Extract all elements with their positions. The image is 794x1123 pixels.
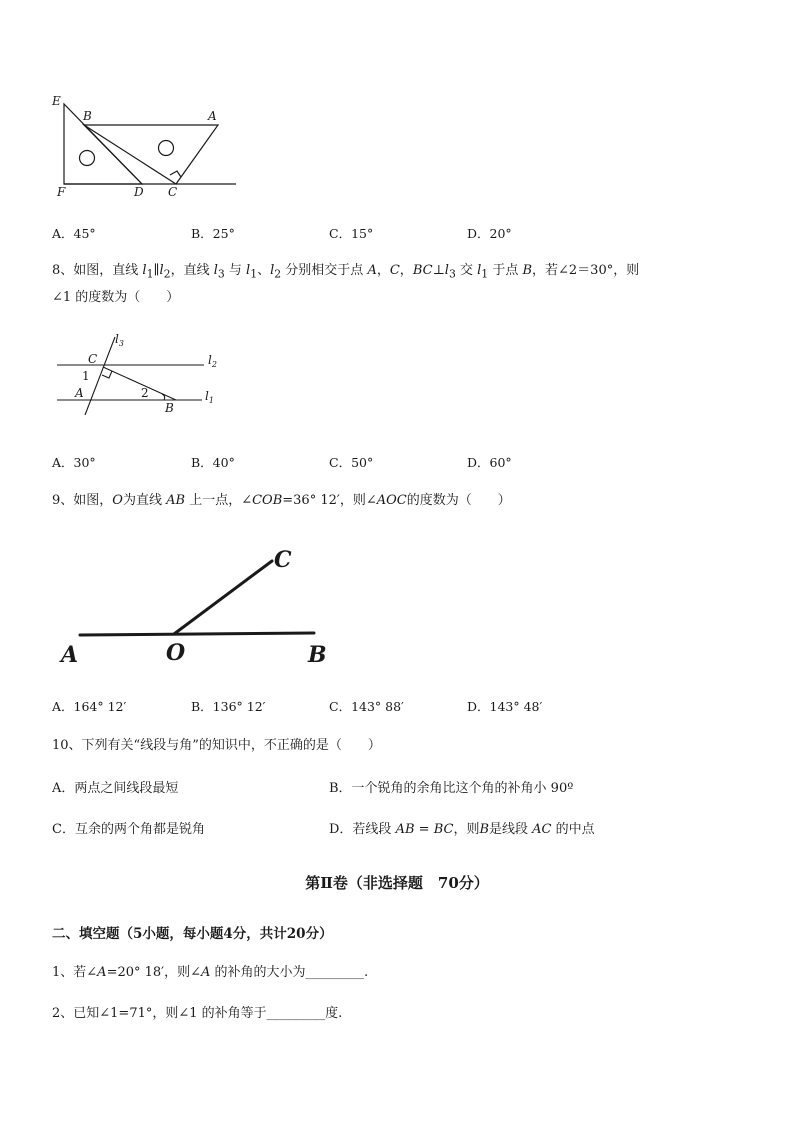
fill-question-2: 2、已知∠1=71°，则∠1 的补角等于_________度. xyxy=(52,1006,343,1021)
q8-option-a: A．30° xyxy=(52,455,96,470)
q9-option-a: A．164° 12′ xyxy=(52,699,127,714)
q9-option-d: D．143° 48′ xyxy=(467,699,543,714)
line-ab xyxy=(80,633,314,635)
q8-stem-line2: ∠1 的度数为（ ） xyxy=(52,290,180,305)
label-a: A xyxy=(61,642,79,668)
figure-q9 xyxy=(56,535,346,675)
q10-stem: 10、下列有关“线段与角”的知识中，不正确的是（ ） xyxy=(52,738,381,753)
q10-option-d: D．若线段 AB = BC，则B是线段 AC 的中点 xyxy=(329,822,595,837)
label-o: O xyxy=(166,640,186,666)
segment-cb xyxy=(103,367,176,400)
ray-oc xyxy=(174,561,272,634)
q7-option-d: D．20° xyxy=(467,226,512,241)
q9-option-c: C．143° 88′ xyxy=(329,699,404,714)
q9-stem: 9、如图，O为直线 AB 上一点，∠COB=36° 12′，则∠AOC的度数为（ ） xyxy=(52,493,511,508)
figure-q8 xyxy=(52,330,232,418)
q10-option-b: B．一个锐角的余角比这个角的补角小 90º xyxy=(329,781,574,796)
fill-question-1: 1、若∠A=20° 18′，则∠A 的补角的大小为_________. xyxy=(52,965,369,980)
q8-option-c: C．50° xyxy=(329,455,374,470)
q8-stem-line1: 8、如图，直线 $l_1\parallel l_2$，直线 $l_3$ 与 $l_1$、$l_2$ 分别相交于点 A，C，$BC\perp l_3$ 交 $l_1$ 于点 B，若∠2＝30°，则 xyxy=(52,263,640,281)
label-a: A xyxy=(208,109,217,123)
label-c: C xyxy=(168,185,178,199)
q10-option-a: A．两点之间线段最短 xyxy=(52,781,179,796)
q9-option-b: B．136° 12′ xyxy=(191,699,266,714)
figure-q7 xyxy=(48,92,244,200)
label-b: B xyxy=(83,109,92,123)
q7-option-c: C．15° xyxy=(329,226,374,241)
label-angle-2: 2 xyxy=(141,386,149,400)
label-c: C xyxy=(274,547,292,573)
section-2-title: 二、填空题（5小题，每小题4分，共计20分） xyxy=(52,926,333,942)
q10-option-c: C．互余的两个角都是锐角 xyxy=(52,822,205,837)
label-f: F xyxy=(57,185,66,199)
label-c: C xyxy=(88,352,98,366)
q7-option-b: B．25° xyxy=(191,226,235,241)
q8-option-b: B．40° xyxy=(191,455,235,470)
label-l1: $l_1$ xyxy=(205,389,214,405)
right-angle-mark-c xyxy=(102,371,112,378)
label-angle-1: 1 xyxy=(82,369,90,383)
label-l2: $l_2$ xyxy=(208,353,217,369)
part-2-title: 第Ⅱ卷（非选择题 70分） xyxy=(305,874,489,892)
circle-right xyxy=(159,141,174,156)
right-angle-mark-c xyxy=(170,171,181,177)
label-a: A xyxy=(75,386,84,400)
label-b: B xyxy=(165,401,174,415)
label-l3: $l_3$ xyxy=(115,332,124,348)
line-b-to-d xyxy=(84,125,142,184)
label-b: B xyxy=(308,642,327,668)
label-d: D xyxy=(134,185,144,199)
q8-option-d: D．60° xyxy=(467,455,512,470)
q7-option-a: A．45° xyxy=(52,226,96,241)
label-e: E xyxy=(52,94,61,108)
circle-left xyxy=(80,151,95,166)
triangle-bac xyxy=(84,125,218,184)
